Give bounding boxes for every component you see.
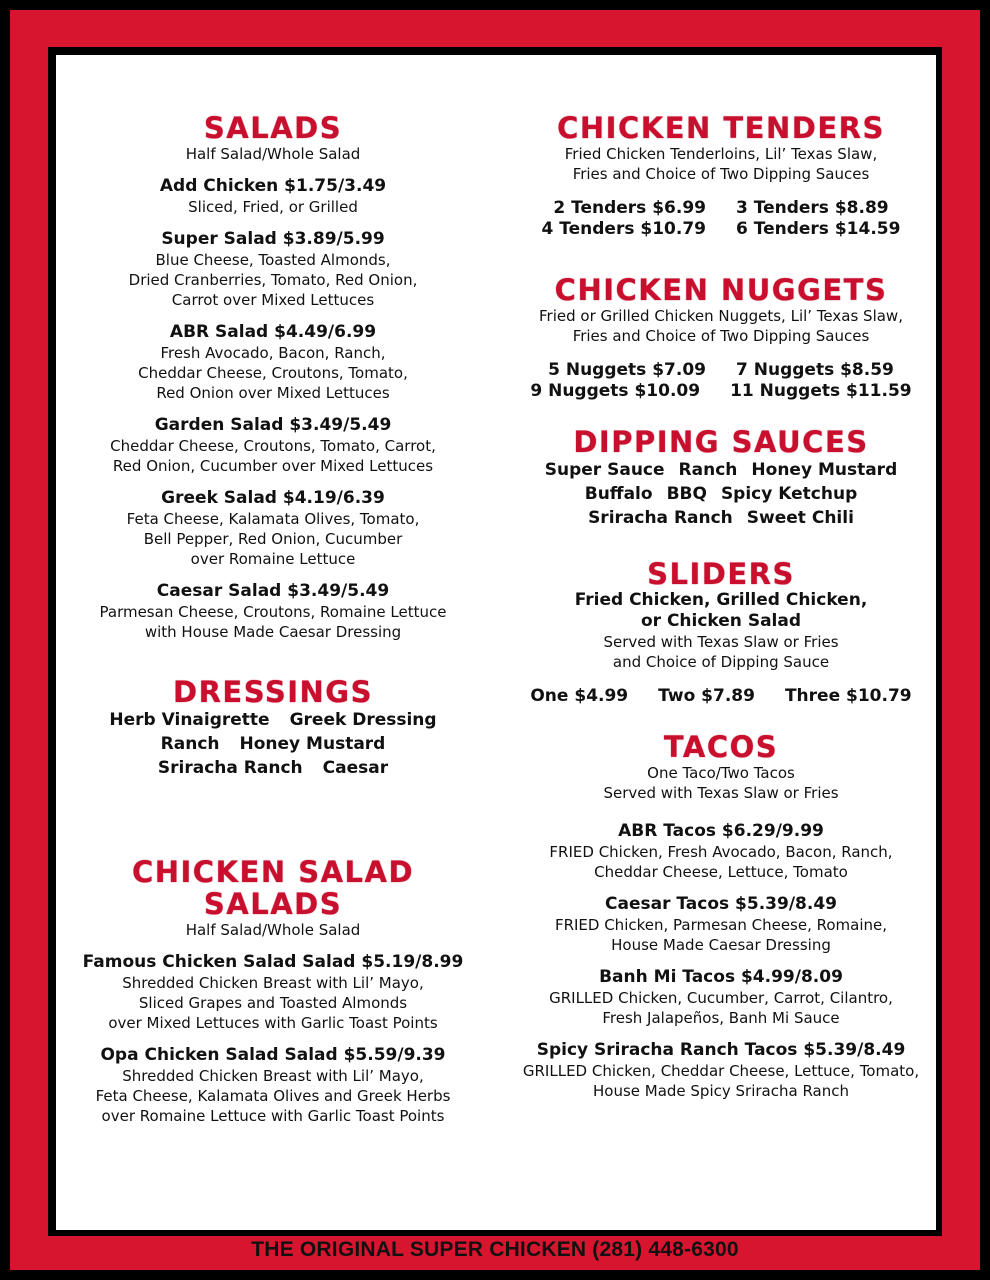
- sauce-option: Sweet Chili: [746, 508, 854, 528]
- sliders-desc: Served with Texas Slaw or Fries and Choice of Dipping Sauce: [603, 633, 839, 671]
- tacos-subtitle: One Taco/Two Tacos Served with Texas Slaw or Fries: [603, 764, 839, 802]
- chicken-salad-heading-line2: SALADS: [203, 887, 343, 921]
- menu-item-title: Caesar Tacos $5.39/8.49: [605, 894, 837, 914]
- tacos-section: [506, 731, 936, 1101]
- menu-item-title: Super Salad $3.89/5.99: [161, 229, 385, 249]
- dressings-section: [58, 676, 488, 780]
- footer-contact: THE ORIGINAL SUPER CHICKEN (281) 448-6300: [251, 1238, 739, 1261]
- menu-item-title: Spicy Sriracha Ranch Tacos $5.39/8.49: [536, 1040, 906, 1060]
- price-option: 2 Tenders $6.99: [553, 198, 706, 218]
- dressings-row: [58, 756, 488, 780]
- menu-item-title: Caesar Salad $3.49/5.49: [156, 581, 390, 601]
- price-option: 5 Nuggets $7.09: [548, 360, 706, 380]
- price-option: Three $10.79: [784, 686, 912, 706]
- price-option: 11 Nuggets $11.59: [730, 381, 912, 401]
- salads-heading: SALADS: [203, 111, 343, 145]
- sauces-row: [506, 506, 936, 530]
- menu-item-title: Famous Chicken Salad Salad $5.19/8.99: [82, 952, 464, 972]
- salads-subtitle: Half Salad/Whole Salad: [185, 145, 361, 163]
- price-option: 3 Tenders $8.89: [736, 198, 889, 218]
- sauce-option: BBQ: [666, 484, 707, 504]
- sauces-heading: DIPPING SAUCES: [573, 425, 869, 459]
- price-row: [506, 686, 936, 707]
- price-option: 9 Nuggets $10.09: [530, 381, 701, 401]
- sauce-option: Super Sauce: [544, 460, 665, 480]
- dressing-option: Sriracha Ranch: [157, 758, 303, 778]
- menu-item-desc: FRIED Chicken, Parmesan Cheese, Romaine, House Made Caesar Dressing: [554, 916, 888, 954]
- menu-item-desc: Parmesan Cheese, Croutons, Romaine Lettuce with House Made Caesar Dressing: [99, 603, 447, 641]
- sliders-section: [506, 558, 936, 707]
- menu-item-desc: Sliced, Fried, or Grilled: [188, 198, 358, 216]
- dressing-option: Ranch: [160, 734, 220, 754]
- dressings-row: [58, 708, 488, 732]
- chicken-salad-subtitle: Half Salad/Whole Salad: [185, 921, 361, 939]
- chicken-salad-heading: CHICKEN SALAD: [131, 855, 415, 889]
- menu-item-title: Garden Salad $3.49/5.49: [154, 415, 392, 435]
- price-row: [506, 360, 936, 381]
- menu-item-desc: Fresh Avocado, Bacon, Ranch, Cheddar Cheese, Croutons, Tomato, Red Onion over Mixed Lettuces: [138, 344, 408, 402]
- left-column: [58, 112, 488, 1126]
- menu-item-desc: Shredded Chicken Breast with Lil’ Mayo, Feta Cheese, Kalamata Olives and Greek Herbs over Romaine Lettuce with Garlic Toast Points: [95, 1067, 451, 1125]
- menu-item-title: ABR Tacos $6.29/9.99: [618, 821, 824, 841]
- price-option: 7 Nuggets $8.59: [736, 360, 894, 380]
- menu-item-desc: GRILLED Chicken, Cheddar Cheese, Lettuce, Tomato, House Made Spicy Sriracha Ranch: [522, 1062, 920, 1100]
- sauce-option: Sriracha Ranch: [588, 508, 733, 528]
- menu-item-title: Add Chicken $1.75/3.49: [159, 176, 387, 196]
- chicken-salad-section: [58, 856, 488, 1126]
- menu-item-title: Opa Chicken Salad Salad $5.59/9.39: [100, 1045, 446, 1065]
- nuggets-section: [506, 274, 936, 402]
- dressings-row: [58, 732, 488, 756]
- right-column: [506, 112, 936, 1101]
- sauce-option: Spicy Ketchup: [720, 484, 858, 504]
- nuggets-desc: Fried or Grilled Chicken Nuggets, Lil’ Texas Slaw, Fries and Choice of Two Dipping Sauces: [539, 307, 903, 345]
- sliders-options: Fried Chicken, Grilled Chicken,: [574, 590, 868, 610]
- price-row: [506, 198, 936, 219]
- tenders-desc: Fried Chicken Tenderloins, Lil’ Texas Slaw, Fries and Choice of Two Dipping Sauces: [564, 145, 878, 183]
- dressings-heading: DRESSINGS: [173, 675, 373, 709]
- nuggets-heading: CHICKEN NUGGETS: [554, 273, 888, 307]
- menu-item-desc: Cheddar Cheese, Croutons, Tomato, Carrot, Red Onion, Cucumber over Mixed Lettuces: [110, 437, 436, 475]
- sauce-option: Honey Mustard: [751, 460, 898, 480]
- sliders-heading: SLIDERS: [647, 557, 795, 591]
- menu-item-desc: GRILLED Chicken, Cucumber, Carrot, Cilantro, Fresh Jalapeños, Banh Mi Sauce: [549, 989, 893, 1027]
- sauce-option: Buffalo: [584, 484, 653, 504]
- price-option: 6 Tenders $14.59: [736, 219, 901, 239]
- menu-item-title: Greek Salad $4.19/6.39: [161, 488, 385, 508]
- sauces-section: [506, 426, 936, 530]
- price-row: [506, 219, 936, 240]
- sliders-options-line2: or Chicken Salad: [640, 611, 802, 631]
- price-row: [506, 381, 936, 402]
- sauces-row: [506, 458, 936, 482]
- menu-item-desc: Shredded Chicken Breast with Lil’ Mayo, Sliced Grapes and Toasted Almonds over Mixed Lettuces with Garlic Toast Points: [108, 974, 438, 1032]
- dressing-option: Caesar: [322, 758, 389, 778]
- tenders-heading: CHICKEN TENDERS: [557, 111, 885, 145]
- tacos-heading: TACOS: [663, 730, 779, 764]
- dressing-option: Greek Dressing: [289, 710, 437, 730]
- price-option: Two $7.89: [658, 686, 755, 706]
- price-option: 4 Tenders $10.79: [541, 219, 706, 239]
- tenders-section: [506, 112, 936, 240]
- menu-item-desc: FRIED Chicken, Fresh Avocado, Bacon, Ranch, Cheddar Cheese, Lettuce, Tomato: [549, 843, 893, 881]
- menu-item-desc: Feta Cheese, Kalamata Olives, Tomato, Bell Pepper, Red Onion, Cucumber over Romaine Lettuce: [126, 510, 420, 568]
- sauce-option: Ranch: [678, 460, 738, 480]
- menu-item-title: Banh Mi Tacos $4.99/8.09: [599, 967, 843, 987]
- menu-item-desc: Blue Cheese, Toasted Almonds, Dried Cranberries, Tomato, Red Onion, Carrot over Mixed Lettuces: [128, 251, 418, 309]
- sauces-row: [506, 482, 936, 506]
- dressing-option: Honey Mustard: [239, 734, 386, 754]
- price-option: One $4.99: [530, 686, 629, 706]
- dressing-option: Herb Vinaigrette: [109, 710, 270, 730]
- menu-item-title: ABR Salad $4.49/6.99: [169, 322, 377, 342]
- salads-section: [58, 112, 488, 642]
